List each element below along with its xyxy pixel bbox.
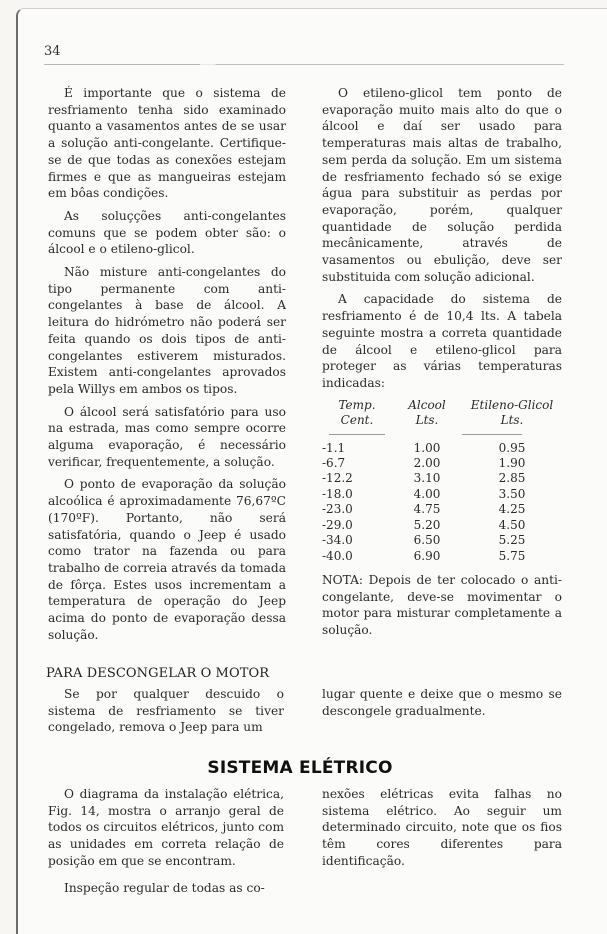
paragraph-common-antifreeze: As soluçções anti-congelantes comuns que se podem obter são: o álcool e o etileno-glicol. — [48, 208, 286, 257]
header-temp: Temp. Cent. — [322, 398, 392, 441]
table-row: -12.2 3.10 2.85 — [322, 471, 526, 486]
table-row: -18.0 4.00 3.50 — [322, 486, 526, 501]
paragraph-cooling-check: É importante que o sistema de resfriamento tenha sido examinado quanto a vasamentos antes de se usar a solução anti-congelante. Certifique-se de que todas as conexões estejam firmes e que as mangueiras estejam em bôas condições. — [48, 86, 286, 201]
table-row: -40.0 6.90 5.75 — [322, 548, 526, 563]
paragraph-capacity: A capacidade do sistema de resfriamento é de 10,4 lts. A tabela seguinte mostra a correta quantidade de álcool e etileno-glicol para proteger as várias temperaturas indicadas: — [322, 292, 562, 390]
header-rule-right — [462, 434, 522, 435]
page-number: 34 — [44, 44, 61, 59]
electrical-right — [322, 786, 562, 876]
defrost-heading: PARA DESCONGELAR O MOTOR — [46, 666, 270, 681]
table-row: -29.0 5.20 4.50 — [322, 517, 526, 532]
paragraph-alcohol-road-use: O álcool será satisfatório para uso na estrada, mas como sempre ocorre alguma evaporação, é necessário verificar, frequentemente, a solução. — [48, 404, 286, 469]
left-column — [48, 85, 286, 650]
defrost-right — [322, 686, 562, 725]
header-rule-left — [329, 434, 385, 435]
header-rule-none — [399, 434, 455, 435]
electrical-left — [48, 786, 284, 902]
electrical-paragraph-inspection: Inspeção regular de todas as co- — [64, 880, 265, 895]
defrost-left — [48, 686, 284, 742]
paragraph-ethylene-glycol: O etileno-glicol tem ponto de evaporação muito mais alto do que o álcool e daí ser usado para temperaturas mais altas de trabalho, sem perda da solução. Em um sistema de resfriamento fechado só se exige água para substituir as perdas por evaporação, porém, qualquer quantidade de solução perdida mecânicamente, através de vasamentos ou ebulição, deve ser substituida com solução adicional. — [322, 86, 562, 284]
table-row: -6.7 2.00 1.90 — [322, 456, 526, 471]
table-row: -23.0 4.75 4.25 — [322, 502, 526, 517]
header-ethylene-glycol: Etileno-Glicol Lts. — [462, 398, 562, 441]
defrost-paragraph-right: lugar quente e deixe que o mesmo se descongele gradualmente. — [322, 687, 562, 718]
electrical-paragraph-diagram: O diagrama da instalação elétrica, Fig. 14, mostra o arranjo geral de todos os circuitos elétricos, junto com as unidades em correta relação de posição em que se encontram. — [48, 787, 284, 868]
table-header-row — [322, 398, 562, 441]
right-column — [322, 85, 562, 645]
table-row: -34.0 6.50 5.25 — [322, 533, 526, 548]
defrost-paragraph-left: Se por qualquer descuido o sistema de resfriamento se tiver congelado, remova o Jeep para um — [48, 687, 284, 735]
electrical-paragraph-continuation: nexões elétricas evita falhas no sistema elétrico. Ao seguir um determinado circuito, note que os fios têm cores diferentes para identificação. — [322, 787, 562, 868]
header-rule — [44, 64, 564, 65]
paragraph-do-not-mix: Não misture anti-congelantes do tipo permanente com anti-congelantes à base de álcool. A leitura do hidrómetro não poderá ser feita quando os dois tipos de anti-congelantes estiverem misturados. Existem anti-congelantes aprovados pela Willys em ambos os tipos. — [48, 265, 286, 396]
paragraph-alcohol-evaporation: O ponto de evaporação da solução alcoólica é aproximadamente 76,67ºC (170ºF). Portanto, não será satisfatória, quando o Jeep é usado como trator na fazenda ou para trabalho de correia através da tomada de fôrça. Estes usos incrementam a temperatura de operação do Jeep acima do ponto de evaporação dessa solução. — [48, 477, 286, 642]
antifreeze-table — [322, 398, 562, 564]
note-paragraph: NOTA: Depois de ter colocado o anti-congelante, deve-se movimentar o motor para misturar completamente a solução. — [322, 572, 562, 638]
header-alcohol: Alcool Lts. — [392, 398, 462, 441]
table-row: -1.1 1.00 0.95 — [322, 440, 526, 455]
electrical-section-title: SISTEMA ELÉTRICO — [207, 758, 393, 778]
